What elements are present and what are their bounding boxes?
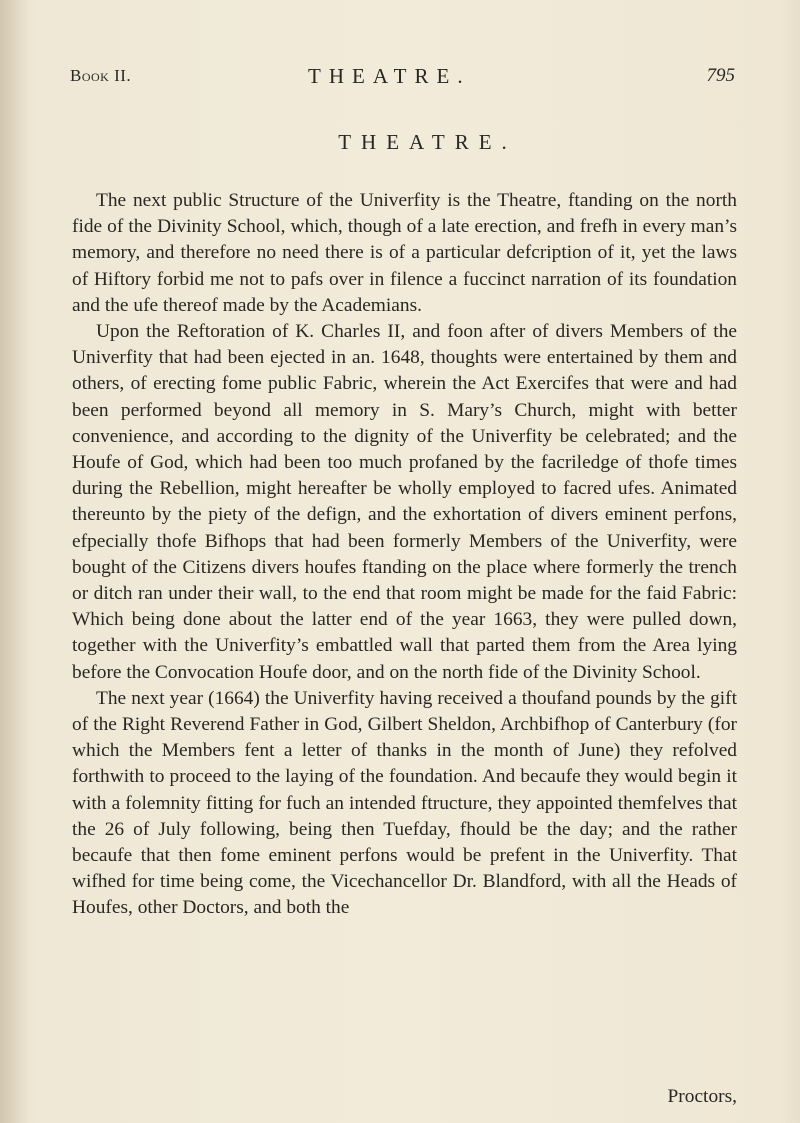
body-text <box>72 188 737 922</box>
catchword: Proctors, <box>667 1086 737 1107</box>
running-head-title: THEATRE. <box>308 64 471 88</box>
gutter-shadow <box>0 0 28 1123</box>
paragraph-2: Upon the Reftoration of K. Charles II, and foon after of divers Members of the Univerfity that had been ejected in an. 1648, thoughts were entertained by them and others, of erecting fome public Fabric, wherein the Act Exercifes that were and had been performed beyond all memory in S. Mary’s Church, might with better convenience, and according to the dignity of the Univerfity be celebrated; and the Houfe of God, which had been too much profaned by the facriledge of thofe times during the Rebellion, might hereafter be wholly employed to facred ufes. Animated thereunto by the piety of the defign, and the exhortation of divers eminent perfons, efpecially thofe Bifhops that had been formerly Members of the Univerfity, were bought of the Citizens divers houfes ftanding on the place where formerly the trench or ditch ran under their wall, to the end that room might be made for the faid Fabric: Which being done about the latter end of the year 1663, they were pulled down, together with the Univerfity’s embattled wall that parted them from the Area lying before the Convocation Houfe door, and on the north fide of the Divinity School. <box>72 321 737 683</box>
section-title: THEATRE. <box>338 130 517 154</box>
paragraph-3: The next year (1664) the Univerfity having received a thoufand pounds by the gift of the Right Reverend Father in God, Gilbert Sheldon, Archbifhop of Canterbury (for which the Members fent a letter of thanks in the month of June) they refolved forthwith to proceed to the laying of the foundation. And becaufe they would begin it with a folemnity fitting for fuch an intended ftructure, they appointed themfelves that the 26 of July following, being then Tuefday, fhould be the day; and the rather becaufe that then fome eminent perfons would be prefent in the Univerfity. That wifhed for time being come, the Vicechancellor Dr. Blandford, with all the Heads of Houfes, other Doctors, and both the <box>72 687 737 919</box>
page-number: 795 <box>706 65 735 86</box>
running-head <box>70 64 735 94</box>
paragraph-1: The next public Structure of the Univerfity is the Theatre, ftanding on the north fide of the Divinity School, which, though of a late erection, and frefh in every man’s memory, and therefore no need there is of a particular defcription of it, yet the laws of Hiftory forbid me not to pafs over in filence a fuccinct narration of its foundation and the ufe thereof made by the Academians. <box>72 190 737 316</box>
running-head-book: Book II. <box>70 66 132 85</box>
